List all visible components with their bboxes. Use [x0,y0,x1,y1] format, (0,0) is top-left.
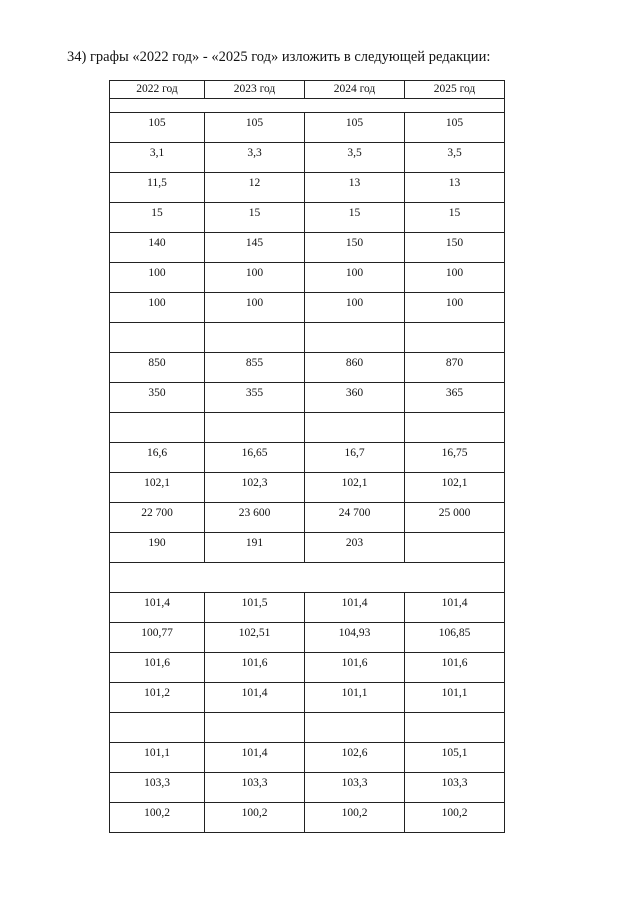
merged-cell [110,99,505,113]
table-row [110,713,505,743]
table-row [110,503,505,533]
merged-cell [110,563,505,593]
table-cell: 101,4 [305,593,405,623]
table-cell: 102,6 [305,743,405,773]
table-row [110,623,505,653]
table-row [110,533,505,563]
table-row [110,113,505,143]
table-cell: 101,1 [110,743,205,773]
table-cell: 25 000 [405,503,505,533]
table-cell: 16,6 [110,443,205,473]
table-cell: 103,3 [405,773,505,803]
table-cell: 13 [305,173,405,203]
table-cell: 103,3 [205,773,305,803]
table-cell: 101,4 [205,743,305,773]
table-cell: 100 [405,263,505,293]
table-row [110,743,505,773]
table-cell: 101,6 [110,653,205,683]
table-cell: 105,1 [405,743,505,773]
table-cell: 100 [205,293,305,323]
table-cell: 203 [305,533,405,563]
table-cell [205,713,305,743]
table-cell: 101,5 [205,593,305,623]
table-cell: 16,65 [205,443,305,473]
table-cell: 100 [205,263,305,293]
table-cell: 22 700 [110,503,205,533]
table-row [110,263,505,293]
table-cell [305,413,405,443]
table-cell: 23 600 [205,503,305,533]
indicators-table [109,80,505,833]
table-cell: 100 [405,293,505,323]
header-2023: 2023 год [205,81,305,99]
table-cell: 100,2 [305,803,405,833]
table-cell: 365 [405,383,505,413]
table-cell: 360 [305,383,405,413]
table-cell [205,323,305,353]
table-cell: 102,1 [110,473,205,503]
table-cell: 13 [405,173,505,203]
table-cell: 860 [305,353,405,383]
table-cell: 15 [205,203,305,233]
table-cell: 101,4 [205,683,305,713]
table-cell: 102,1 [405,473,505,503]
table-cell: 101,4 [110,593,205,623]
table-cell: 150 [305,233,405,263]
table-row [110,323,505,353]
table-cell: 105 [205,113,305,143]
table-row [110,413,505,443]
table-row [110,683,505,713]
table-cell: 355 [205,383,305,413]
table-cell: 101,1 [305,683,405,713]
table-cell: 15 [305,203,405,233]
table-row [110,443,505,473]
table-cell: 101,6 [305,653,405,683]
header-2022: 2022 год [110,81,205,99]
table-cell: 100 [110,263,205,293]
table-cell: 101,2 [110,683,205,713]
table-cell: 150 [405,233,505,263]
table-row [110,203,505,233]
table-cell [110,323,205,353]
table-cell: 11,5 [110,173,205,203]
header-2024: 2024 год [305,81,405,99]
table-row-merged [110,563,505,593]
table-cell: 104,93 [305,623,405,653]
table-cell: 101,4 [405,593,505,623]
table-row [110,473,505,503]
table-row [110,653,505,683]
table-cell: 100 [305,263,405,293]
table-header [110,81,505,99]
table-cell: 12 [205,173,305,203]
table-cell: 101,1 [405,683,505,713]
page-heading: 34) графы «2022 год» - «2025 год» изложить в следующей редакции: [67,49,491,65]
table-row [110,773,505,803]
table-cell: 140 [110,233,205,263]
header-row [110,81,505,99]
table-cell: 100,2 [205,803,305,833]
table-cell: 100,77 [110,623,205,653]
table-cell: 15 [405,203,505,233]
table-row [110,803,505,833]
table-cell: 16,75 [405,443,505,473]
table-cell: 101,6 [205,653,305,683]
table-cell: 101,6 [405,653,505,683]
table-cell: 350 [110,383,205,413]
table-row [110,353,505,383]
table-cell: 106,85 [405,623,505,653]
table-row [110,173,505,203]
table-cell [305,323,405,353]
table-cell: 855 [205,353,305,383]
table-row [110,383,505,413]
table-row [110,293,505,323]
table-cell: 850 [110,353,205,383]
table-cell: 100,2 [405,803,505,833]
table-cell: 3,3 [205,143,305,173]
table-row [110,233,505,263]
table-cell: 191 [205,533,305,563]
table-cell [110,713,205,743]
table-cell: 190 [110,533,205,563]
table-row-merged [110,99,505,113]
table-cell: 100 [110,293,205,323]
table-cell: 105 [110,113,205,143]
table-body [110,99,505,833]
table-cell: 100,2 [110,803,205,833]
table-cell: 105 [305,113,405,143]
table-row [110,593,505,623]
table-cell [405,323,505,353]
table-cell: 105 [405,113,505,143]
table-cell [110,413,205,443]
table-cell: 16,7 [305,443,405,473]
table-cell: 103,3 [305,773,405,803]
table-cell: 145 [205,233,305,263]
table-cell [205,413,305,443]
table-cell: 3,5 [305,143,405,173]
table-cell: 102,1 [305,473,405,503]
table-cell: 100 [305,293,405,323]
table-cell: 15 [110,203,205,233]
table-cell [405,413,505,443]
table-cell: 102,3 [205,473,305,503]
table-cell: 102,51 [205,623,305,653]
table-cell [305,713,405,743]
table-cell: 24 700 [305,503,405,533]
table-cell [405,533,505,563]
header-2025: 2025 год [405,81,505,99]
table-cell: 870 [405,353,505,383]
table-cell: 103,3 [110,773,205,803]
table-cell: 3,5 [405,143,505,173]
table-cell [405,713,505,743]
table-row [110,143,505,173]
table-cell: 3,1 [110,143,205,173]
